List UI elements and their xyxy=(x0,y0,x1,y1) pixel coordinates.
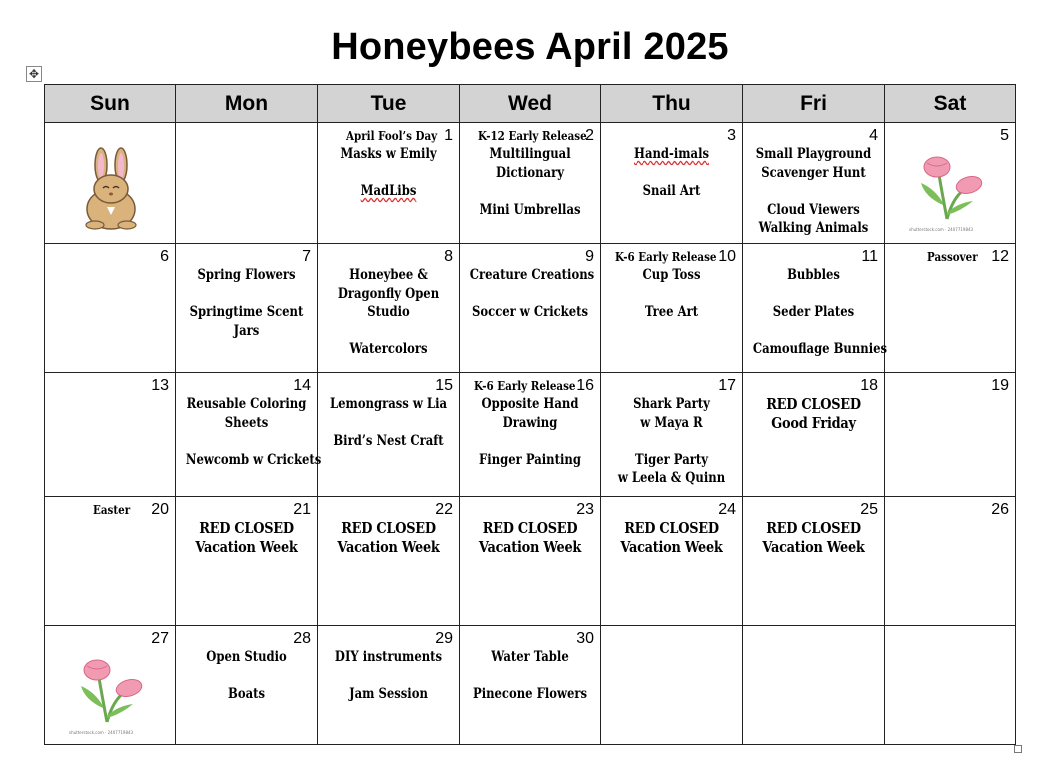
closed-reason: Vacation Week xyxy=(762,538,865,556)
early-release-label: K-6 Early Release xyxy=(474,379,576,393)
activity: Jam Session xyxy=(349,686,428,703)
activity: Boats xyxy=(228,686,265,703)
day-number: 1 xyxy=(444,127,453,144)
weekday-sat: Sat xyxy=(885,85,1016,123)
day-cell[interactable] xyxy=(460,123,601,244)
week-row xyxy=(45,497,1016,626)
activity: Walking Animals xyxy=(758,220,869,237)
day-cell[interactable] xyxy=(318,626,460,745)
activity: Newcomb w Crickets xyxy=(185,451,322,468)
week-row xyxy=(45,626,1016,745)
table-move-handle[interactable]: ✥ xyxy=(26,66,42,82)
day-number: 12 xyxy=(991,248,1009,265)
closed-notice: RED CLOSED xyxy=(766,395,861,413)
day-cell[interactable] xyxy=(318,123,460,244)
stock-credit: shutterstock.com · 2407719843 xyxy=(909,227,974,232)
day-number: 19 xyxy=(991,377,1009,394)
day-cell[interactable] xyxy=(601,123,743,244)
activity: Water Table xyxy=(491,649,569,665)
day-cell[interactable] xyxy=(45,373,176,497)
activity: Studio xyxy=(367,304,410,321)
weekday-sun: Sun xyxy=(45,85,176,123)
activity: Snail Art xyxy=(642,183,701,200)
day-number: 11 xyxy=(861,248,878,265)
day-cell-empty[interactable] xyxy=(45,123,176,244)
activity: Sheets xyxy=(224,414,269,431)
activity: Drawing xyxy=(502,414,558,431)
day-number: 24 xyxy=(718,501,736,518)
activity: Bubbles xyxy=(787,267,840,283)
day-number: 5 xyxy=(1000,127,1009,144)
day-number: 30 xyxy=(576,630,594,647)
day-number: 27 xyxy=(151,630,169,647)
day-cell[interactable] xyxy=(885,123,1016,244)
week-row xyxy=(45,123,1016,244)
table-resize-handle[interactable] xyxy=(1014,745,1022,753)
tulip-icon xyxy=(913,153,985,223)
day-cell[interactable] xyxy=(318,373,460,497)
day-number: 10 xyxy=(718,248,736,265)
day-number: 4 xyxy=(869,127,878,144)
weekday-thu: Thu xyxy=(601,85,743,123)
closed-notice: RED CLOSED xyxy=(341,519,436,537)
activity: Small Playground xyxy=(755,146,872,162)
weekday-wed: Wed xyxy=(460,85,601,123)
day-cell[interactable] xyxy=(885,497,1016,626)
activity: Cloud Viewers xyxy=(767,201,860,218)
day-number: 23 xyxy=(576,501,594,518)
activity: Tree Art xyxy=(644,304,699,321)
activity: Shark Party xyxy=(633,396,710,412)
day-number: 16 xyxy=(576,377,594,394)
holiday-label: Passover xyxy=(927,250,978,264)
activity: Tiger Party xyxy=(635,451,708,468)
day-cell[interactable] xyxy=(45,244,176,373)
week-row xyxy=(45,373,1016,497)
activity: w Leela & Quinn xyxy=(617,470,726,487)
day-cell[interactable] xyxy=(601,244,743,373)
week-row xyxy=(45,244,1016,373)
activity: Finger Painting xyxy=(479,451,581,468)
day-cell-empty[interactable] xyxy=(176,123,318,244)
weekday-header-row xyxy=(45,85,1016,123)
activity: Pinecone Flowers xyxy=(472,686,588,703)
activity: Open Studio xyxy=(206,649,287,665)
activity: Seder Plates xyxy=(772,304,855,321)
day-cell[interactable] xyxy=(45,497,176,626)
day-number: 6 xyxy=(160,248,169,265)
activity: Multilingual xyxy=(489,146,571,162)
day-cell[interactable] xyxy=(743,123,885,244)
day-number: 26 xyxy=(991,501,1009,518)
closed-reason: Vacation Week xyxy=(195,538,298,556)
early-release-label: K-12 Early Release xyxy=(478,129,587,143)
day-cell[interactable] xyxy=(176,626,318,745)
day-number: 14 xyxy=(293,377,311,394)
activity: Cup Toss xyxy=(642,267,701,283)
activity: Spring Flowers xyxy=(197,267,296,283)
day-cell[interactable] xyxy=(45,626,176,745)
activity: Hand-imals xyxy=(633,146,710,162)
activity: MadLibs xyxy=(360,183,417,200)
activity: Dragonfly Open xyxy=(337,285,440,302)
day-cell-empty[interactable] xyxy=(743,626,885,745)
day-number: 21 xyxy=(293,501,311,518)
day-cell[interactable] xyxy=(460,626,601,745)
day-number: 25 xyxy=(860,501,878,518)
day-cell[interactable] xyxy=(743,373,885,497)
day-cell[interactable] xyxy=(460,373,601,497)
day-cell[interactable] xyxy=(460,244,601,373)
day-cell[interactable] xyxy=(601,373,743,497)
weekday-fri: Fri xyxy=(743,85,885,123)
tulip-icon xyxy=(73,656,145,726)
day-number: 18 xyxy=(860,377,878,394)
day-cell[interactable] xyxy=(743,497,885,626)
closed-reason: Good Friday xyxy=(771,414,856,432)
day-number: 29 xyxy=(435,630,453,647)
closed-reason: Vacation Week xyxy=(478,538,582,556)
day-cell[interactable] xyxy=(601,497,743,626)
activity: DIY instruments xyxy=(334,649,443,665)
activity: Scavenger Hunt xyxy=(761,164,866,181)
closed-reason: Vacation Week xyxy=(620,538,723,556)
activity: w Maya R xyxy=(640,414,703,431)
stock-credit: shutterstock.com · 2407719843 xyxy=(69,730,134,735)
bunny-icon xyxy=(81,145,141,231)
holiday-label: Easter xyxy=(93,503,131,517)
closed-notice: RED CLOSED xyxy=(199,519,294,537)
day-cell[interactable] xyxy=(885,244,1016,373)
closed-notice: RED CLOSED xyxy=(624,519,719,537)
day-number: 8 xyxy=(444,248,453,265)
day-number: 9 xyxy=(585,248,594,265)
day-number: 2 xyxy=(585,127,594,144)
day-cell[interactable] xyxy=(176,497,318,626)
activity: Opposite Hand xyxy=(481,396,579,412)
closed-notice: RED CLOSED xyxy=(766,519,861,537)
early-release-label: K-6 Early Release xyxy=(615,250,717,264)
day-number: 13 xyxy=(151,377,169,394)
day-number: 22 xyxy=(435,501,453,518)
day-cell-empty[interactable] xyxy=(601,626,743,745)
activity: Jars xyxy=(233,322,260,339)
day-number: 20 xyxy=(151,501,169,518)
day-number: 3 xyxy=(727,127,736,144)
day-number: 7 xyxy=(302,248,311,265)
day-cell[interactable] xyxy=(885,373,1016,497)
closed-notice: RED CLOSED xyxy=(482,519,578,537)
activity: Lemongrass w Lia xyxy=(329,396,448,412)
day-cell[interactable] xyxy=(176,373,322,497)
day-cell[interactable] xyxy=(318,244,460,373)
day-cell-empty[interactable] xyxy=(885,626,1016,745)
activity: Watercolors xyxy=(349,341,428,358)
page-title: Honeybees April 2025 xyxy=(331,26,729,68)
weekday-tue: Tue xyxy=(318,85,460,123)
activity: Masks w Emily xyxy=(340,146,437,162)
activity: Soccer w Crickets xyxy=(471,304,589,321)
day-number: 17 xyxy=(718,377,736,394)
activity: Dictionary xyxy=(496,164,564,181)
calendar-table xyxy=(44,84,1016,745)
activity: Camouflage Bunnies xyxy=(752,341,888,358)
activity: Reusable Coloring xyxy=(186,396,307,412)
activity: Springtime Scent xyxy=(189,304,304,321)
closed-reason: Vacation Week xyxy=(337,538,440,556)
activity: Bird’s Nest Craft xyxy=(333,433,444,450)
day-cell[interactable] xyxy=(743,244,888,373)
weekday-mon: Mon xyxy=(176,85,318,123)
day-number: 15 xyxy=(435,377,453,394)
day-note-label: April Fool’s Day xyxy=(346,129,438,143)
day-cell[interactable] xyxy=(176,244,318,373)
day-cell[interactable] xyxy=(460,497,601,626)
activity: Creature Creations xyxy=(469,267,595,283)
activity: Honeybee & xyxy=(349,267,428,283)
activity: Mini Umbrellas xyxy=(479,201,581,218)
day-number: 28 xyxy=(293,630,311,647)
day-cell[interactable] xyxy=(318,497,460,626)
